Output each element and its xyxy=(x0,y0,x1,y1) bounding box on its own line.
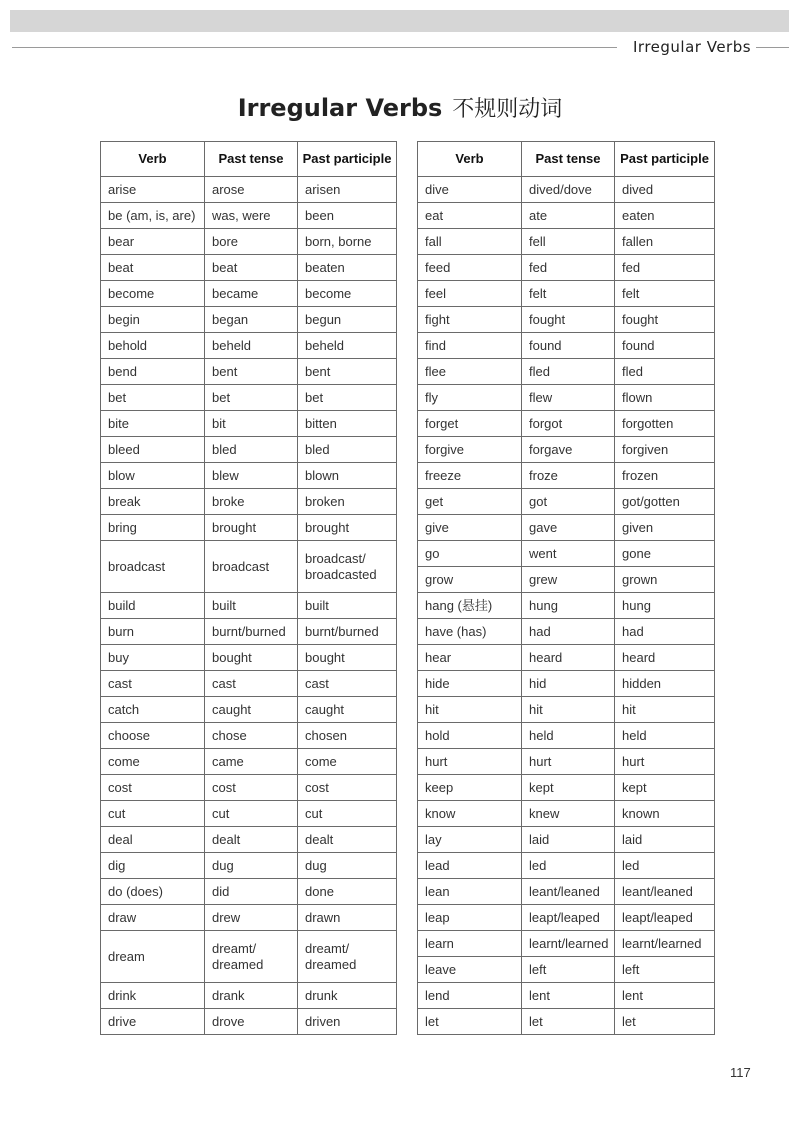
verb-cell: begin xyxy=(101,307,205,333)
table-row xyxy=(418,775,715,801)
past-participle-cell: driven xyxy=(298,1009,397,1035)
past-participle-cell: found xyxy=(615,333,715,359)
table-row xyxy=(101,307,397,333)
past-participle-cell: become xyxy=(298,281,397,307)
table-row xyxy=(418,307,715,333)
verb-cell: lend xyxy=(418,983,522,1009)
past-tense-cell: bled xyxy=(205,437,298,463)
table-row xyxy=(101,593,397,619)
past-tense-cell: drove xyxy=(205,1009,298,1035)
past-participle-cell: hidden xyxy=(615,671,715,697)
past-participle-cell: had xyxy=(615,619,715,645)
past-tense-cell: bore xyxy=(205,229,298,255)
past-tense-cell: ate xyxy=(522,203,615,229)
past-tense-cell: leant/leaned xyxy=(522,879,615,905)
past-tense-cell: bent xyxy=(205,359,298,385)
past-tense-cell: had xyxy=(522,619,615,645)
table-row xyxy=(101,853,397,879)
past-participle-cell: cast xyxy=(298,671,397,697)
verb-cell: broadcast xyxy=(101,541,205,593)
verb-cell: bear xyxy=(101,229,205,255)
table-row xyxy=(418,333,715,359)
verb-cell: dive xyxy=(418,177,522,203)
verb-cell: be (am, is, are) xyxy=(101,203,205,229)
table-row xyxy=(101,619,397,645)
verb-cell: eat xyxy=(418,203,522,229)
table-row xyxy=(418,827,715,853)
verb-cell: build xyxy=(101,593,205,619)
table-row xyxy=(101,1009,397,1035)
past-participle-cell: grown xyxy=(615,567,715,593)
table-row xyxy=(418,879,715,905)
verb-cell: freeze xyxy=(418,463,522,489)
verb-cell: feel xyxy=(418,281,522,307)
verb-cell: cast xyxy=(101,671,205,697)
past-tense-cell: became xyxy=(205,281,298,307)
table-row xyxy=(418,931,715,957)
verb-cell: hit xyxy=(418,697,522,723)
past-tense-cell: dreamt/ dreamed xyxy=(205,931,298,983)
past-participle-cell: eaten xyxy=(615,203,715,229)
table-row xyxy=(101,931,397,983)
table-row xyxy=(418,359,715,385)
verb-cell: lead xyxy=(418,853,522,879)
verb-cell: know xyxy=(418,801,522,827)
past-tense-cell: did xyxy=(205,879,298,905)
table-row xyxy=(101,489,397,515)
verb-cell: cost xyxy=(101,775,205,801)
past-tense-cell: arose xyxy=(205,177,298,203)
past-tense-cell: cut xyxy=(205,801,298,827)
past-tense-cell: grew xyxy=(522,567,615,593)
past-tense-cell: fed xyxy=(522,255,615,281)
past-tense-cell: laid xyxy=(522,827,615,853)
past-tense-cell: began xyxy=(205,307,298,333)
verb-table-left xyxy=(100,141,397,1035)
table-row xyxy=(101,905,397,931)
past-tense-cell: burnt/burned xyxy=(205,619,298,645)
past-participle-cell: born, borne xyxy=(298,229,397,255)
table-row xyxy=(101,437,397,463)
past-tense-cell: leapt/leaped xyxy=(522,905,615,931)
table-row xyxy=(101,229,397,255)
column-header-past-participle: Past participle xyxy=(298,142,397,177)
verb-cell: hide xyxy=(418,671,522,697)
past-participle-cell: fallen xyxy=(615,229,715,255)
verb-cell: hurt xyxy=(418,749,522,775)
past-tense-cell: hung xyxy=(522,593,615,619)
verb-cell: become xyxy=(101,281,205,307)
past-participle-cell: brought xyxy=(298,515,397,541)
table-row xyxy=(101,801,397,827)
past-participle-cell: bet xyxy=(298,385,397,411)
table-row xyxy=(101,983,397,1009)
past-participle-cell: done xyxy=(298,879,397,905)
past-tense-cell: cost xyxy=(205,775,298,801)
past-tense-cell: cast xyxy=(205,671,298,697)
verb-cell: behold xyxy=(101,333,205,359)
past-tense-cell: was, were xyxy=(205,203,298,229)
verb-cell: get xyxy=(418,489,522,515)
past-tense-cell: flew xyxy=(522,385,615,411)
past-tense-cell: found xyxy=(522,333,615,359)
verb-cell: burn xyxy=(101,619,205,645)
table-row xyxy=(418,437,715,463)
past-tense-cell: forgot xyxy=(522,411,615,437)
verb-cell: learn xyxy=(418,931,522,957)
verb-cell: keep xyxy=(418,775,522,801)
past-participle-cell: dealt xyxy=(298,827,397,853)
past-participle-cell: bought xyxy=(298,645,397,671)
table-row xyxy=(101,671,397,697)
column-header-verb: Verb xyxy=(418,142,522,177)
past-participle-cell: forgotten xyxy=(615,411,715,437)
verb-cell: forgive xyxy=(418,437,522,463)
past-tense-cell: fled xyxy=(522,359,615,385)
table-row xyxy=(101,255,397,281)
past-participle-cell: built xyxy=(298,593,397,619)
table-row xyxy=(101,411,397,437)
table-row xyxy=(418,749,715,775)
past-participle-cell: drawn xyxy=(298,905,397,931)
past-tense-cell: beat xyxy=(205,255,298,281)
past-participle-cell: burnt/burned xyxy=(298,619,397,645)
past-tense-cell: hid xyxy=(522,671,615,697)
table-row xyxy=(418,567,715,593)
past-participle-cell: flown xyxy=(615,385,715,411)
table-row xyxy=(418,541,715,567)
verb-cell: fall xyxy=(418,229,522,255)
past-participle-cell: bled xyxy=(298,437,397,463)
past-participle-cell: felt xyxy=(615,281,715,307)
verb-cell: lay xyxy=(418,827,522,853)
verb-cell: feed xyxy=(418,255,522,281)
table-row xyxy=(418,463,715,489)
past-participle-cell: been xyxy=(298,203,397,229)
past-tense-cell: brought xyxy=(205,515,298,541)
past-participle-cell: fought xyxy=(615,307,715,333)
column-header-past-tense: Past tense xyxy=(205,142,298,177)
past-participle-cell: cost xyxy=(298,775,397,801)
past-tense-cell: caught xyxy=(205,697,298,723)
past-participle-cell: gone xyxy=(615,541,715,567)
past-participle-cell: lent xyxy=(615,983,715,1009)
past-participle-cell: hit xyxy=(615,697,715,723)
past-tense-cell: broadcast xyxy=(205,541,298,593)
verb-cell: dream xyxy=(101,931,205,983)
past-participle-cell: given xyxy=(615,515,715,541)
table-row xyxy=(418,593,715,619)
past-participle-cell: let xyxy=(615,1009,715,1035)
verb-cell: buy xyxy=(101,645,205,671)
verb-table-right xyxy=(417,141,715,1035)
table-row xyxy=(418,905,715,931)
table-row xyxy=(418,203,715,229)
past-tense-cell: learnt/learned xyxy=(522,931,615,957)
past-participle-cell: arisen xyxy=(298,177,397,203)
past-participle-cell: bent xyxy=(298,359,397,385)
table-row xyxy=(101,723,397,749)
table-row xyxy=(418,177,715,203)
page-title xyxy=(0,92,800,123)
verb-cell: bend xyxy=(101,359,205,385)
table-row xyxy=(418,853,715,879)
past-participle-cell: beaten xyxy=(298,255,397,281)
past-participle-cell: left xyxy=(615,957,715,983)
table-row xyxy=(418,619,715,645)
verb-cell: dig xyxy=(101,853,205,879)
past-tense-cell: bet xyxy=(205,385,298,411)
past-participle-cell: dreamt/ dreamed xyxy=(298,931,397,983)
past-tense-cell: drank xyxy=(205,983,298,1009)
table-row xyxy=(418,671,715,697)
table-row xyxy=(418,515,715,541)
past-tense-cell: drew xyxy=(205,905,298,931)
table-row xyxy=(101,645,397,671)
past-participle-cell: caught xyxy=(298,697,397,723)
table-row xyxy=(418,385,715,411)
past-participle-cell: kept xyxy=(615,775,715,801)
past-participle-cell: dug xyxy=(298,853,397,879)
table-row xyxy=(101,515,397,541)
column-header-past-tense: Past tense xyxy=(522,142,615,177)
past-participle-cell: fed xyxy=(615,255,715,281)
table-row xyxy=(418,1009,715,1035)
past-tense-cell: bit xyxy=(205,411,298,437)
table-row xyxy=(101,697,397,723)
verb-cell: lean xyxy=(418,879,522,905)
table-row xyxy=(101,775,397,801)
past-participle-cell: begun xyxy=(298,307,397,333)
verb-cell: beat xyxy=(101,255,205,281)
verb-cell: choose xyxy=(101,723,205,749)
table-row xyxy=(418,255,715,281)
past-tense-cell: heard xyxy=(522,645,615,671)
past-participle-cell: cut xyxy=(298,801,397,827)
past-tense-cell: felt xyxy=(522,281,615,307)
table-row xyxy=(418,411,715,437)
table-row xyxy=(418,489,715,515)
top-gray-bar xyxy=(10,10,789,32)
past-tense-cell: bought xyxy=(205,645,298,671)
past-participle-cell: broken xyxy=(298,489,397,515)
column-header-past-participle: Past participle xyxy=(615,142,715,177)
table-row xyxy=(101,359,397,385)
past-participle-cell: drunk xyxy=(298,983,397,1009)
past-participle-cell: blown xyxy=(298,463,397,489)
past-participle-cell: frozen xyxy=(615,463,715,489)
page-title-english: Irregular Verbs xyxy=(237,94,443,122)
page-title-chinese: 不规则动词 xyxy=(452,97,563,122)
past-participle-cell: fled xyxy=(615,359,715,385)
table-row xyxy=(101,463,397,489)
table-row xyxy=(418,645,715,671)
verb-cell: let xyxy=(418,1009,522,1035)
past-participle-cell: known xyxy=(615,801,715,827)
header-rule-left xyxy=(12,47,617,48)
past-tense-cell: lent xyxy=(522,983,615,1009)
past-participle-cell: forgiven xyxy=(615,437,715,463)
past-participle-cell: laid xyxy=(615,827,715,853)
table-row xyxy=(101,385,397,411)
past-tense-cell: hit xyxy=(522,697,615,723)
past-tense-cell: knew xyxy=(522,801,615,827)
past-tense-cell: got xyxy=(522,489,615,515)
past-tense-cell: went xyxy=(522,541,615,567)
past-tense-cell: broke xyxy=(205,489,298,515)
past-participle-cell: bitten xyxy=(298,411,397,437)
past-participle-cell: leant/leaned xyxy=(615,879,715,905)
table-row xyxy=(101,879,397,905)
past-tense-cell: held xyxy=(522,723,615,749)
past-participle-cell: learnt/learned xyxy=(615,931,715,957)
section-header-label: Irregular Verbs xyxy=(633,38,752,56)
verb-cell: leap xyxy=(418,905,522,931)
table-row xyxy=(101,749,397,775)
verb-cell: drink xyxy=(101,983,205,1009)
verb-cell: arise xyxy=(101,177,205,203)
verb-cell: forget xyxy=(418,411,522,437)
verb-cell: blow xyxy=(101,463,205,489)
column-header-verb: Verb xyxy=(101,142,205,177)
past-tense-cell: hurt xyxy=(522,749,615,775)
past-tense-cell: dug xyxy=(205,853,298,879)
past-tense-cell: chose xyxy=(205,723,298,749)
table-row xyxy=(418,723,715,749)
table-row xyxy=(101,177,397,203)
past-participle-cell: hurt xyxy=(615,749,715,775)
verb-cell: catch xyxy=(101,697,205,723)
verb-cell: find xyxy=(418,333,522,359)
verb-cell: bring xyxy=(101,515,205,541)
past-participle-cell: broadcast/ broadcasted xyxy=(298,541,397,593)
table-row xyxy=(418,983,715,1009)
past-tense-cell: beheld xyxy=(205,333,298,359)
past-participle-cell: chosen xyxy=(298,723,397,749)
verb-cell: break xyxy=(101,489,205,515)
table-row xyxy=(101,203,397,229)
verb-cell: bite xyxy=(101,411,205,437)
table-header-row xyxy=(101,142,397,177)
past-tense-cell: built xyxy=(205,593,298,619)
past-participle-cell: led xyxy=(615,853,715,879)
verb-cell: hear xyxy=(418,645,522,671)
past-participle-cell: held xyxy=(615,723,715,749)
verb-cell: hang (悬挂) xyxy=(418,593,522,619)
table-row xyxy=(101,827,397,853)
verb-cell: draw xyxy=(101,905,205,931)
table-row xyxy=(418,801,715,827)
verb-cell: deal xyxy=(101,827,205,853)
past-participle-cell: dived xyxy=(615,177,715,203)
past-participle-cell: leapt/leaped xyxy=(615,905,715,931)
verb-cell: have (has) xyxy=(418,619,522,645)
verb-cell: grow xyxy=(418,567,522,593)
table-row xyxy=(418,957,715,983)
past-tense-cell: fell xyxy=(522,229,615,255)
past-tense-cell: gave xyxy=(522,515,615,541)
verb-cell: drive xyxy=(101,1009,205,1035)
table-row xyxy=(418,229,715,255)
verb-cell: bet xyxy=(101,385,205,411)
table-row xyxy=(418,281,715,307)
past-tense-cell: forgave xyxy=(522,437,615,463)
past-tense-cell: came xyxy=(205,749,298,775)
past-tense-cell: kept xyxy=(522,775,615,801)
past-tense-cell: blew xyxy=(205,463,298,489)
table-row xyxy=(101,281,397,307)
verb-cell: come xyxy=(101,749,205,775)
header-rule-right xyxy=(756,47,789,48)
past-participle-cell: come xyxy=(298,749,397,775)
verb-cell: cut xyxy=(101,801,205,827)
verb-cell: do (does) xyxy=(101,879,205,905)
past-participle-cell: heard xyxy=(615,645,715,671)
verb-cell: go xyxy=(418,541,522,567)
verb-cell: hold xyxy=(418,723,522,749)
past-participle-cell: hung xyxy=(615,593,715,619)
table-row xyxy=(418,697,715,723)
verb-cell: fly xyxy=(418,385,522,411)
past-tense-cell: dived/dove xyxy=(522,177,615,203)
past-participle-cell: got/gotten xyxy=(615,489,715,515)
past-tense-cell: led xyxy=(522,853,615,879)
table-header-row xyxy=(418,142,715,177)
table-row xyxy=(101,333,397,359)
past-participle-cell: beheld xyxy=(298,333,397,359)
verb-cell: leave xyxy=(418,957,522,983)
verb-cell: bleed xyxy=(101,437,205,463)
past-tense-cell: froze xyxy=(522,463,615,489)
past-tense-cell: dealt xyxy=(205,827,298,853)
verb-cell: fight xyxy=(418,307,522,333)
past-tense-cell: fought xyxy=(522,307,615,333)
past-tense-cell: let xyxy=(522,1009,615,1035)
page-number: 117 xyxy=(730,1065,751,1080)
table-row xyxy=(101,541,397,593)
verb-cell: give xyxy=(418,515,522,541)
verb-cell: flee xyxy=(418,359,522,385)
past-tense-cell: left xyxy=(522,957,615,983)
